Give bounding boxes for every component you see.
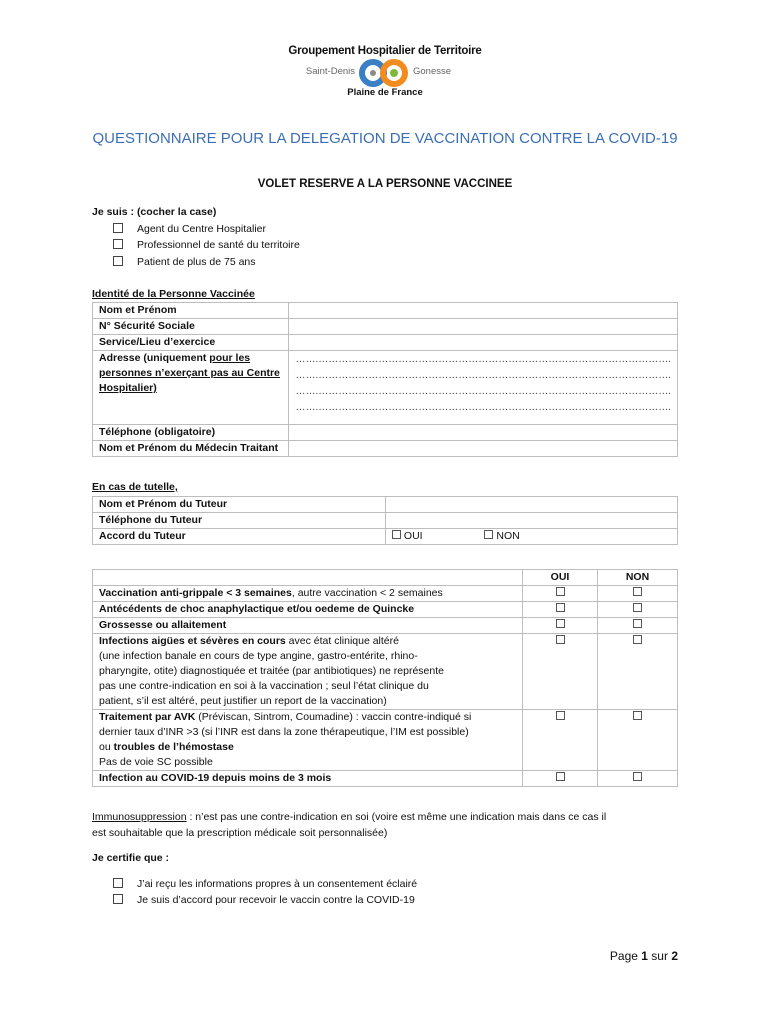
certifie-accord[interactable] bbox=[113, 894, 415, 906]
adresse-label-b: pour les personnes n’exerçant pas au Centre Hospitalier) bbox=[99, 352, 280, 394]
q-avk-bold: Traitement par AVK bbox=[99, 711, 196, 723]
adresse-label-a: Adresse (uniquement bbox=[99, 352, 210, 364]
checkbox[interactable] bbox=[113, 894, 123, 904]
option-label: Professionnel de santé du territoire bbox=[137, 239, 300, 251]
checkbox[interactable] bbox=[113, 239, 123, 249]
q-infections-rest: avec état clinique altéré bbox=[285, 635, 399, 647]
logo-left-text: Saint-Denis bbox=[305, 66, 355, 77]
nom-input[interactable] bbox=[289, 303, 678, 319]
q-covid-oui-checkbox[interactable] bbox=[556, 772, 565, 781]
tuteur-nom-label: Nom et Prénom du Tuteur bbox=[93, 497, 386, 513]
questions-table bbox=[92, 569, 678, 787]
q-avk-hemostase: troubles de l’hémostase bbox=[113, 741, 234, 753]
accord-non-checkbox[interactable] bbox=[484, 530, 493, 539]
footer-num: 1 bbox=[641, 949, 648, 963]
immuno-paragraph bbox=[92, 809, 682, 841]
service-input[interactable] bbox=[289, 335, 678, 351]
q-infections-line: patient, s’il est altéré, peut justifier un report de la vaccination) bbox=[99, 695, 387, 707]
dots-line: …….……………………………………………………………………………………………. bbox=[295, 354, 671, 365]
nom-label: Nom et Prénom bbox=[93, 303, 289, 319]
secu-input[interactable] bbox=[289, 319, 678, 335]
adresse-label bbox=[93, 351, 289, 425]
q-grippe-non-checkbox[interactable] bbox=[633, 587, 642, 596]
accord-options bbox=[386, 529, 678, 545]
option-label: Patient de plus de 75 ans bbox=[137, 256, 256, 268]
certifie-info[interactable] bbox=[113, 878, 417, 890]
q-grippe bbox=[93, 586, 523, 602]
tutelle-heading: En cas de tutelle, bbox=[92, 481, 178, 493]
q-infections bbox=[93, 634, 523, 710]
q-grippe-bold: Vaccination anti-grippale < 3 semaines bbox=[99, 587, 292, 599]
q-covid: Infection au COVID-19 depuis moins de 3 mois bbox=[93, 771, 523, 787]
q-avk-line: ou bbox=[99, 741, 114, 753]
q-infections-line: (une infection banale en cours de type angine, gastro-entérite, rhino- bbox=[99, 650, 418, 662]
q-avk-rest: (Préviscan, Sintrom, Coumadine) : vaccin contre-indiqué si bbox=[195, 711, 472, 723]
service-label: Service/Lieu d’exercice bbox=[93, 335, 289, 351]
footer-sur: sur bbox=[647, 949, 672, 963]
oui-header: OUI bbox=[523, 570, 598, 586]
medecin-label: Nom et Prénom du Médecin Traitant bbox=[93, 441, 289, 457]
q-choc: Antécédents de choc anaphylactique et/ou oedeme de Quincke bbox=[93, 602, 523, 618]
certifie-item-label: Je suis d’accord pour recevoir le vaccin contre la COVID-19 bbox=[137, 894, 415, 906]
accord-label: Accord du Tuteur bbox=[93, 529, 386, 545]
accord-oui-checkbox[interactable] bbox=[392, 530, 401, 539]
q-grippe-rest: , autre vaccination < 2 semaines bbox=[291, 587, 443, 599]
dots-line: …….……………………………………………………………………………………………. bbox=[295, 386, 671, 397]
q-grossesse-oui-checkbox[interactable] bbox=[556, 619, 565, 628]
option-label: Agent du Centre Hospitalier bbox=[137, 223, 266, 235]
logo-right-text: Gonesse bbox=[413, 66, 452, 77]
checkbox[interactable] bbox=[113, 223, 123, 233]
dots-line: …….……………………………………………………………………………………………. bbox=[295, 370, 671, 381]
q-infections-non-checkbox[interactable] bbox=[633, 635, 642, 644]
checkbox[interactable] bbox=[113, 878, 123, 888]
certifie-label: Je certifie que : bbox=[92, 852, 170, 864]
accord-non-label: NON bbox=[496, 530, 520, 542]
section-title: VOLET RESERVE A LA PERSONNE VACCINEE bbox=[257, 178, 513, 190]
page-number bbox=[610, 949, 678, 963]
tuteur-tel-label: Téléphone du Tuteur bbox=[93, 513, 386, 529]
footer-total: 2 bbox=[671, 949, 678, 963]
q-grossesse-non-checkbox[interactable] bbox=[633, 619, 642, 628]
q-avk bbox=[93, 710, 523, 771]
tuteur-nom-input[interactable] bbox=[386, 497, 678, 513]
q-infections-line: pharyngite, otite) diagnostiquée et traitée (par antibiotiques) ne représente bbox=[99, 665, 444, 677]
telephone-input[interactable] bbox=[289, 425, 678, 441]
checkbox[interactable] bbox=[113, 256, 123, 266]
logo-subtitle: Plaine de France bbox=[347, 87, 423, 98]
adresse-input[interactable] bbox=[289, 351, 678, 425]
medecin-input[interactable] bbox=[289, 441, 678, 457]
q-infections-bold: Infections aigües et sévères en cours bbox=[99, 635, 286, 647]
dots-line: …….……………………………………………………………………………………………. bbox=[295, 402, 671, 413]
telephone-label: Téléphone (obligatoire) bbox=[93, 425, 289, 441]
option-patient[interactable] bbox=[113, 256, 256, 268]
accord-oui-label: OUI bbox=[403, 530, 423, 542]
q-choc-oui-checkbox[interactable] bbox=[556, 603, 565, 612]
certifie-item-label: J’ai reçu les informations propres à un consentement éclairé bbox=[137, 878, 418, 890]
q-avk-oui-checkbox[interactable] bbox=[556, 711, 565, 720]
q-infections-oui-checkbox[interactable] bbox=[556, 635, 565, 644]
non-header: NON bbox=[598, 570, 678, 586]
q-grossesse: Grossesse ou allaitement bbox=[93, 618, 523, 634]
je-suis-label: Je suis : (cocher la case) bbox=[92, 206, 217, 218]
q-avk-line: Pas de voie SC possible bbox=[99, 756, 213, 768]
footer-page: Page bbox=[609, 949, 642, 963]
identite-table bbox=[92, 302, 678, 457]
immuno-text-2: est souhaitable que la prescription médicale soit personnalisée) bbox=[92, 827, 388, 839]
option-professionnel[interactable] bbox=[113, 239, 300, 251]
logo-title: Groupement Hospitalier de Territoire bbox=[288, 45, 482, 57]
q-choc-non-checkbox[interactable] bbox=[633, 603, 642, 612]
logo-rings-icon bbox=[356, 57, 412, 89]
q-infections-line: pas une contre-indication en soi à la vaccination ; seul l’état clinique du bbox=[99, 680, 429, 692]
tutelle-table bbox=[92, 496, 678, 545]
q-grippe-oui-checkbox[interactable] bbox=[556, 587, 565, 596]
q-avk-non-checkbox[interactable] bbox=[633, 711, 642, 720]
q-covid-non-checkbox[interactable] bbox=[633, 772, 642, 781]
immuno-term: Immunosuppression bbox=[92, 811, 187, 823]
document-title: QUESTIONNAIRE POUR LA DELEGATION DE VACCINATION CONTRE LA COVID-19 bbox=[92, 130, 678, 147]
q-avk-line: dernier taux d’INR >3 (si l’INR est dans la zone thérapeutique, l’IM est possible) bbox=[99, 726, 469, 738]
identite-heading: Identité de la Personne Vaccinée bbox=[92, 288, 255, 300]
option-agent[interactable] bbox=[113, 223, 266, 235]
logo bbox=[300, 57, 470, 87]
tuteur-tel-input[interactable] bbox=[386, 513, 678, 529]
secu-label: N° Sécurité Sociale bbox=[93, 319, 289, 335]
immuno-text: : n’est pas une contre-indication en soi (voire est même une indication mais dans ce cas il bbox=[186, 811, 607, 823]
